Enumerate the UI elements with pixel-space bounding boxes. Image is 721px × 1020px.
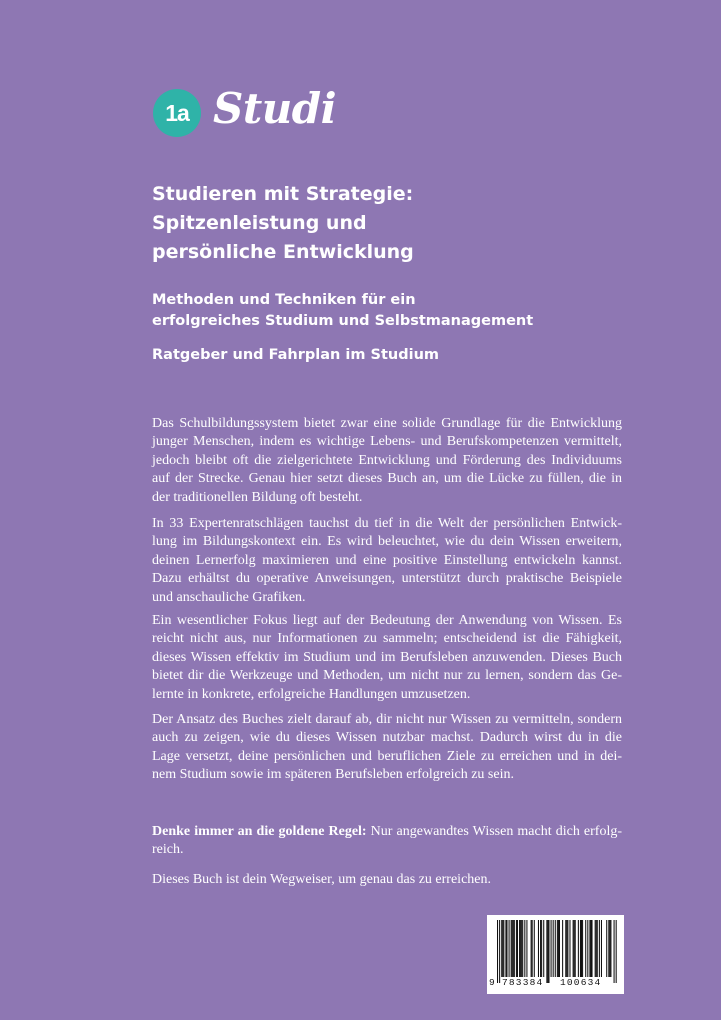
text-line: junger Menschen, indem es wichtige Lebens- und Berufskompetenzen vermittelt, (152, 434, 622, 450)
barcode-bar (569, 920, 570, 977)
barcode-bar (585, 920, 586, 977)
text-line: reich. (152, 842, 184, 858)
text-line: In 33 Expertenratschlägen tauchst du tief in die Welt der persönlichen Entwick- (152, 516, 622, 531)
barcode-bar (597, 920, 598, 977)
barcode-bar (580, 920, 581, 977)
text-line: lernte in konkrete, erfolgreiche Handlungen umzusetzen. (152, 686, 471, 702)
text-line: Lage versetzt, deine persönlichen und beruflichen Ziele zu erreichen und in dei- (152, 748, 622, 764)
barcode-bar (595, 920, 596, 977)
barcode-bar (519, 920, 520, 977)
blurb-paragraph-3 (152, 612, 622, 704)
barcode-bar (546, 920, 547, 983)
barcode-bar (513, 920, 514, 977)
barcode-bar (578, 920, 579, 977)
barcode-bar (587, 920, 588, 977)
barcode-bar (501, 920, 502, 977)
barcode-bar (547, 920, 548, 983)
barcode-bar (575, 920, 576, 977)
barcode-digits (487, 977, 624, 991)
barcode-bar (534, 920, 535, 977)
title-line: Studieren mit Strategie: (152, 183, 414, 205)
barcode-bar (565, 920, 566, 977)
barcode-bar (557, 920, 558, 977)
barcode-bar (497, 920, 498, 983)
barcode-bar (559, 920, 560, 977)
text-line: Der Ansatz des Buches zielt darauf ab, dir nicht nur Wissen zu vermitteln, sondern (152, 712, 622, 727)
logo-badge-text: 1a (165, 99, 189, 126)
text-line: auch zu zeigen, wie du dieses Wissen nutzbar machst. Dadurch wirst du in die (152, 730, 622, 746)
barcode-group-1: 783384 (502, 977, 544, 988)
barcode-bar (531, 920, 532, 977)
logo-badge (153, 89, 201, 137)
barcode-bar (543, 920, 544, 977)
blurb-paragraph-1 (152, 415, 622, 507)
golden-rule-label: Denke immer an die goldene Regel: (152, 824, 367, 839)
logo-wordmark: Studi (213, 84, 337, 133)
text-line: lung im Bildungskontext ein. Es wird beleuchtet, wie du dein Wissen erweitern, (152, 534, 622, 550)
barcode-bar (566, 920, 567, 977)
barcode-bar (520, 920, 521, 977)
barcode-bar (609, 920, 610, 977)
barcode-bar (551, 920, 552, 977)
text-line: Dieses Buch ist dein Wegweiser, um genau das zu erreichen. (152, 872, 492, 887)
text-line: und anschauliche Grafiken. (152, 589, 306, 605)
barcode-bar (608, 920, 609, 977)
isbn-barcode (487, 915, 624, 994)
barcode-bar (514, 920, 515, 977)
barcode-bar (512, 920, 513, 977)
barcode-bar (511, 920, 512, 977)
barcode-bar (573, 920, 574, 977)
barcode-bar (540, 920, 541, 977)
barcode-bar (538, 920, 539, 977)
barcode-bar (558, 920, 559, 977)
text-line: nem Studium sowie im späteren Berufsleben erfolgreich zu sein. (152, 767, 514, 783)
barcode-bar (562, 920, 563, 977)
golden-rule-text: Nur angewandtes Wissen macht dich erfolg- (366, 824, 622, 839)
barcode-bar (548, 920, 549, 983)
book-subtitle (152, 290, 652, 332)
text-line: der traditionellen Bildung oft besteht. (152, 489, 363, 505)
barcode-bar (553, 920, 554, 977)
text-line: reicht nicht aus, nur Informationen zu sammeln; entscheidend ist die Fähigkeit, (152, 631, 622, 647)
barcode-bar (526, 920, 527, 977)
blurb-paragraph-2 (152, 515, 622, 607)
text-line: Das Schulbildungssystem bietet zwar eine solide Grundlage für die Entwicklung (152, 416, 622, 431)
title-line: persönliche Entwicklung (152, 241, 414, 263)
text-line: dieses Wissen effektiv im Studium und im Berufsleben anzuwenden. Dieses Buch (152, 649, 622, 665)
barcode-bar (541, 920, 542, 977)
barcode-bar (524, 920, 525, 977)
barcode-bar (555, 920, 556, 977)
barcode-bar (590, 920, 591, 977)
barcode-bar (616, 920, 617, 983)
barcode-bar (596, 920, 597, 977)
barcode-bar (610, 920, 611, 977)
barcode-bar (516, 920, 517, 977)
barcode-bar (592, 920, 593, 977)
barcode-bar (614, 920, 615, 983)
barcode-bar (521, 920, 522, 977)
barcode-bar (601, 920, 602, 977)
barcode-bar (589, 920, 590, 977)
publisher-logo (153, 86, 353, 142)
golden-rule (152, 823, 622, 860)
barcode-bar (517, 920, 518, 977)
text-line: bietet dir die Werkzeuge und Methoden, um nicht nur zu lernen, sondern das Ge- (152, 668, 622, 684)
subtitle-line: Methoden und Techniken für ein (152, 292, 416, 308)
text-line: Ein wesentlicher Fokus liegt auf der Bedeutung der Anwendung von Wissen. Es (152, 613, 622, 628)
barcode-bar (506, 920, 507, 977)
barcode-bar (509, 920, 510, 977)
barcode-bar (499, 920, 500, 983)
text-line: deinen Lernerfolg maximieren und eine positive Einstellung entwickeln kannst. (152, 552, 622, 568)
barcode-bar (582, 920, 583, 977)
barcode-bar (574, 920, 575, 977)
barcode-bar (505, 920, 506, 977)
book-title (152, 180, 632, 267)
barcode-digit-first: 9 (489, 977, 495, 988)
barcode-bar (606, 920, 607, 977)
barcode-bar (599, 920, 600, 977)
barcode-bar (503, 920, 504, 977)
barcode-bar (522, 920, 523, 977)
barcode-group-2: 100634 (560, 977, 602, 988)
text-line: auf der Strecke. Genau hier setzt dieses Buch an, um die Lücke zu füllen, die in (152, 471, 622, 487)
text-line: Dazu erhältst du operative Anweisungen, unterstützt durch praktische Beispiele (152, 571, 622, 587)
text-line (152, 823, 622, 841)
book-tagline: Ratgeber und Fahrplan im Studium (152, 347, 440, 363)
barcode-bar (502, 920, 503, 977)
text-line: jedoch bleibt oft die zielgerichtete Entwicklung und Förderung des Individuums (152, 452, 622, 468)
subtitle-line: erfolgreiches Studium und Selbstmanagement (152, 313, 534, 329)
barcode-bar (567, 920, 568, 977)
title-line: Spitzenleistung und (152, 212, 367, 234)
blurb-paragraph-4 (152, 711, 622, 785)
closing-sentence (152, 871, 622, 889)
barcode-bar (532, 920, 533, 977)
barcode-bar (581, 920, 582, 977)
